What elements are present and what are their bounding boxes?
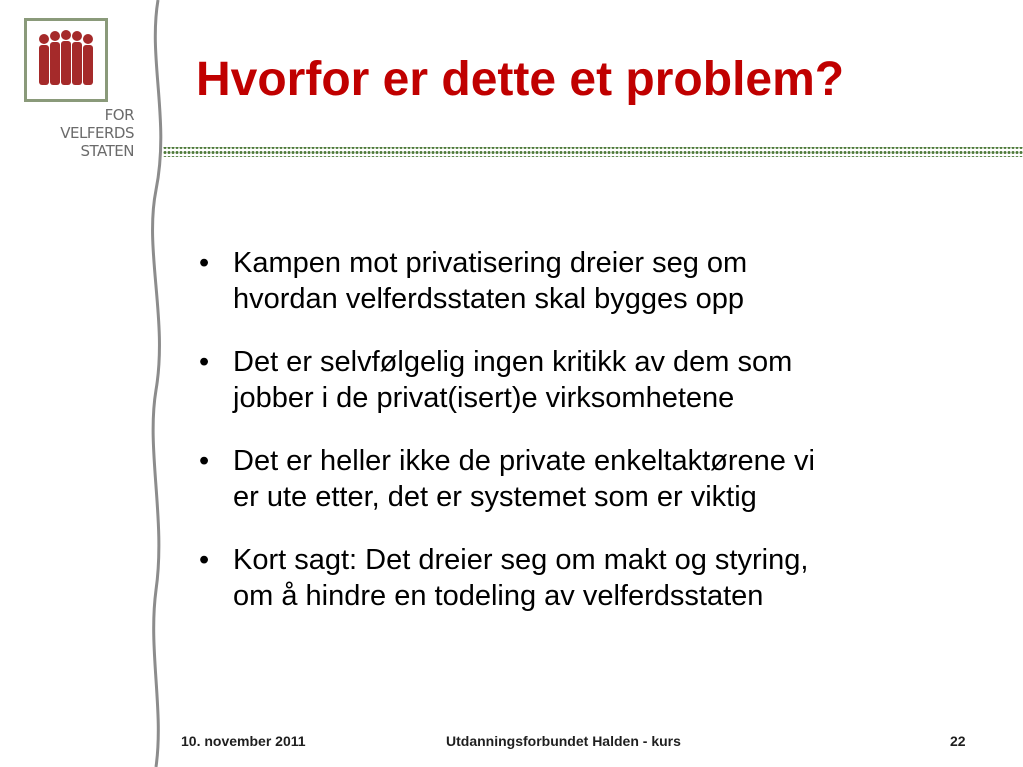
- wavy-divider: [140, 0, 180, 767]
- bullet-line: om å hindre en todeling av velferdsstaten: [233, 580, 764, 612]
- logo-line: FOR: [104, 106, 134, 124]
- bullet-line: jobber i de privat(isert)e virksomhetene: [233, 382, 735, 414]
- bullet-item: [197, 245, 987, 317]
- bullet-dot: •: [199, 247, 210, 279]
- logo-line: STATEN: [80, 142, 134, 160]
- bullet-line: hvordan velferdsstaten skal bygges opp: [233, 283, 745, 315]
- bullet-list: [197, 245, 987, 641]
- bullet-item: [197, 344, 987, 416]
- for-velferdsstaten-logo: [24, 18, 134, 168]
- footer-center-text: Utdanningsforbundet Halden - kurs: [446, 733, 681, 749]
- bullet-line: Det er selvfølgelig ingen kritikk av dem som: [233, 346, 793, 378]
- people-group-icon: [33, 27, 99, 93]
- logo-frame: [24, 18, 108, 102]
- footer-date: 10. november 2011: [181, 733, 306, 749]
- bullet-line: Kampen mot privatisering dreier seg om: [233, 247, 748, 279]
- bullet-dot: •: [199, 544, 210, 576]
- bullet-dot: •: [199, 346, 210, 378]
- logo-line: VELFERDS: [60, 124, 134, 142]
- bullet-line: Kort sagt: Det dreier seg om makt og styring,: [233, 544, 809, 576]
- bullet-line: er ute etter, det er systemet som er viktig: [233, 481, 757, 513]
- dotted-rule: [163, 145, 1023, 159]
- page-number: 22: [950, 733, 966, 749]
- logo-text: [52, 106, 134, 160]
- bullet-line: Det er heller ikke de private enkeltaktørene vi: [233, 445, 815, 477]
- bullet-item: [197, 542, 987, 614]
- bullet-item: [197, 443, 987, 515]
- slide-title: Hvorfor er dette et problem?: [196, 53, 845, 106]
- bullet-dot: •: [199, 445, 210, 477]
